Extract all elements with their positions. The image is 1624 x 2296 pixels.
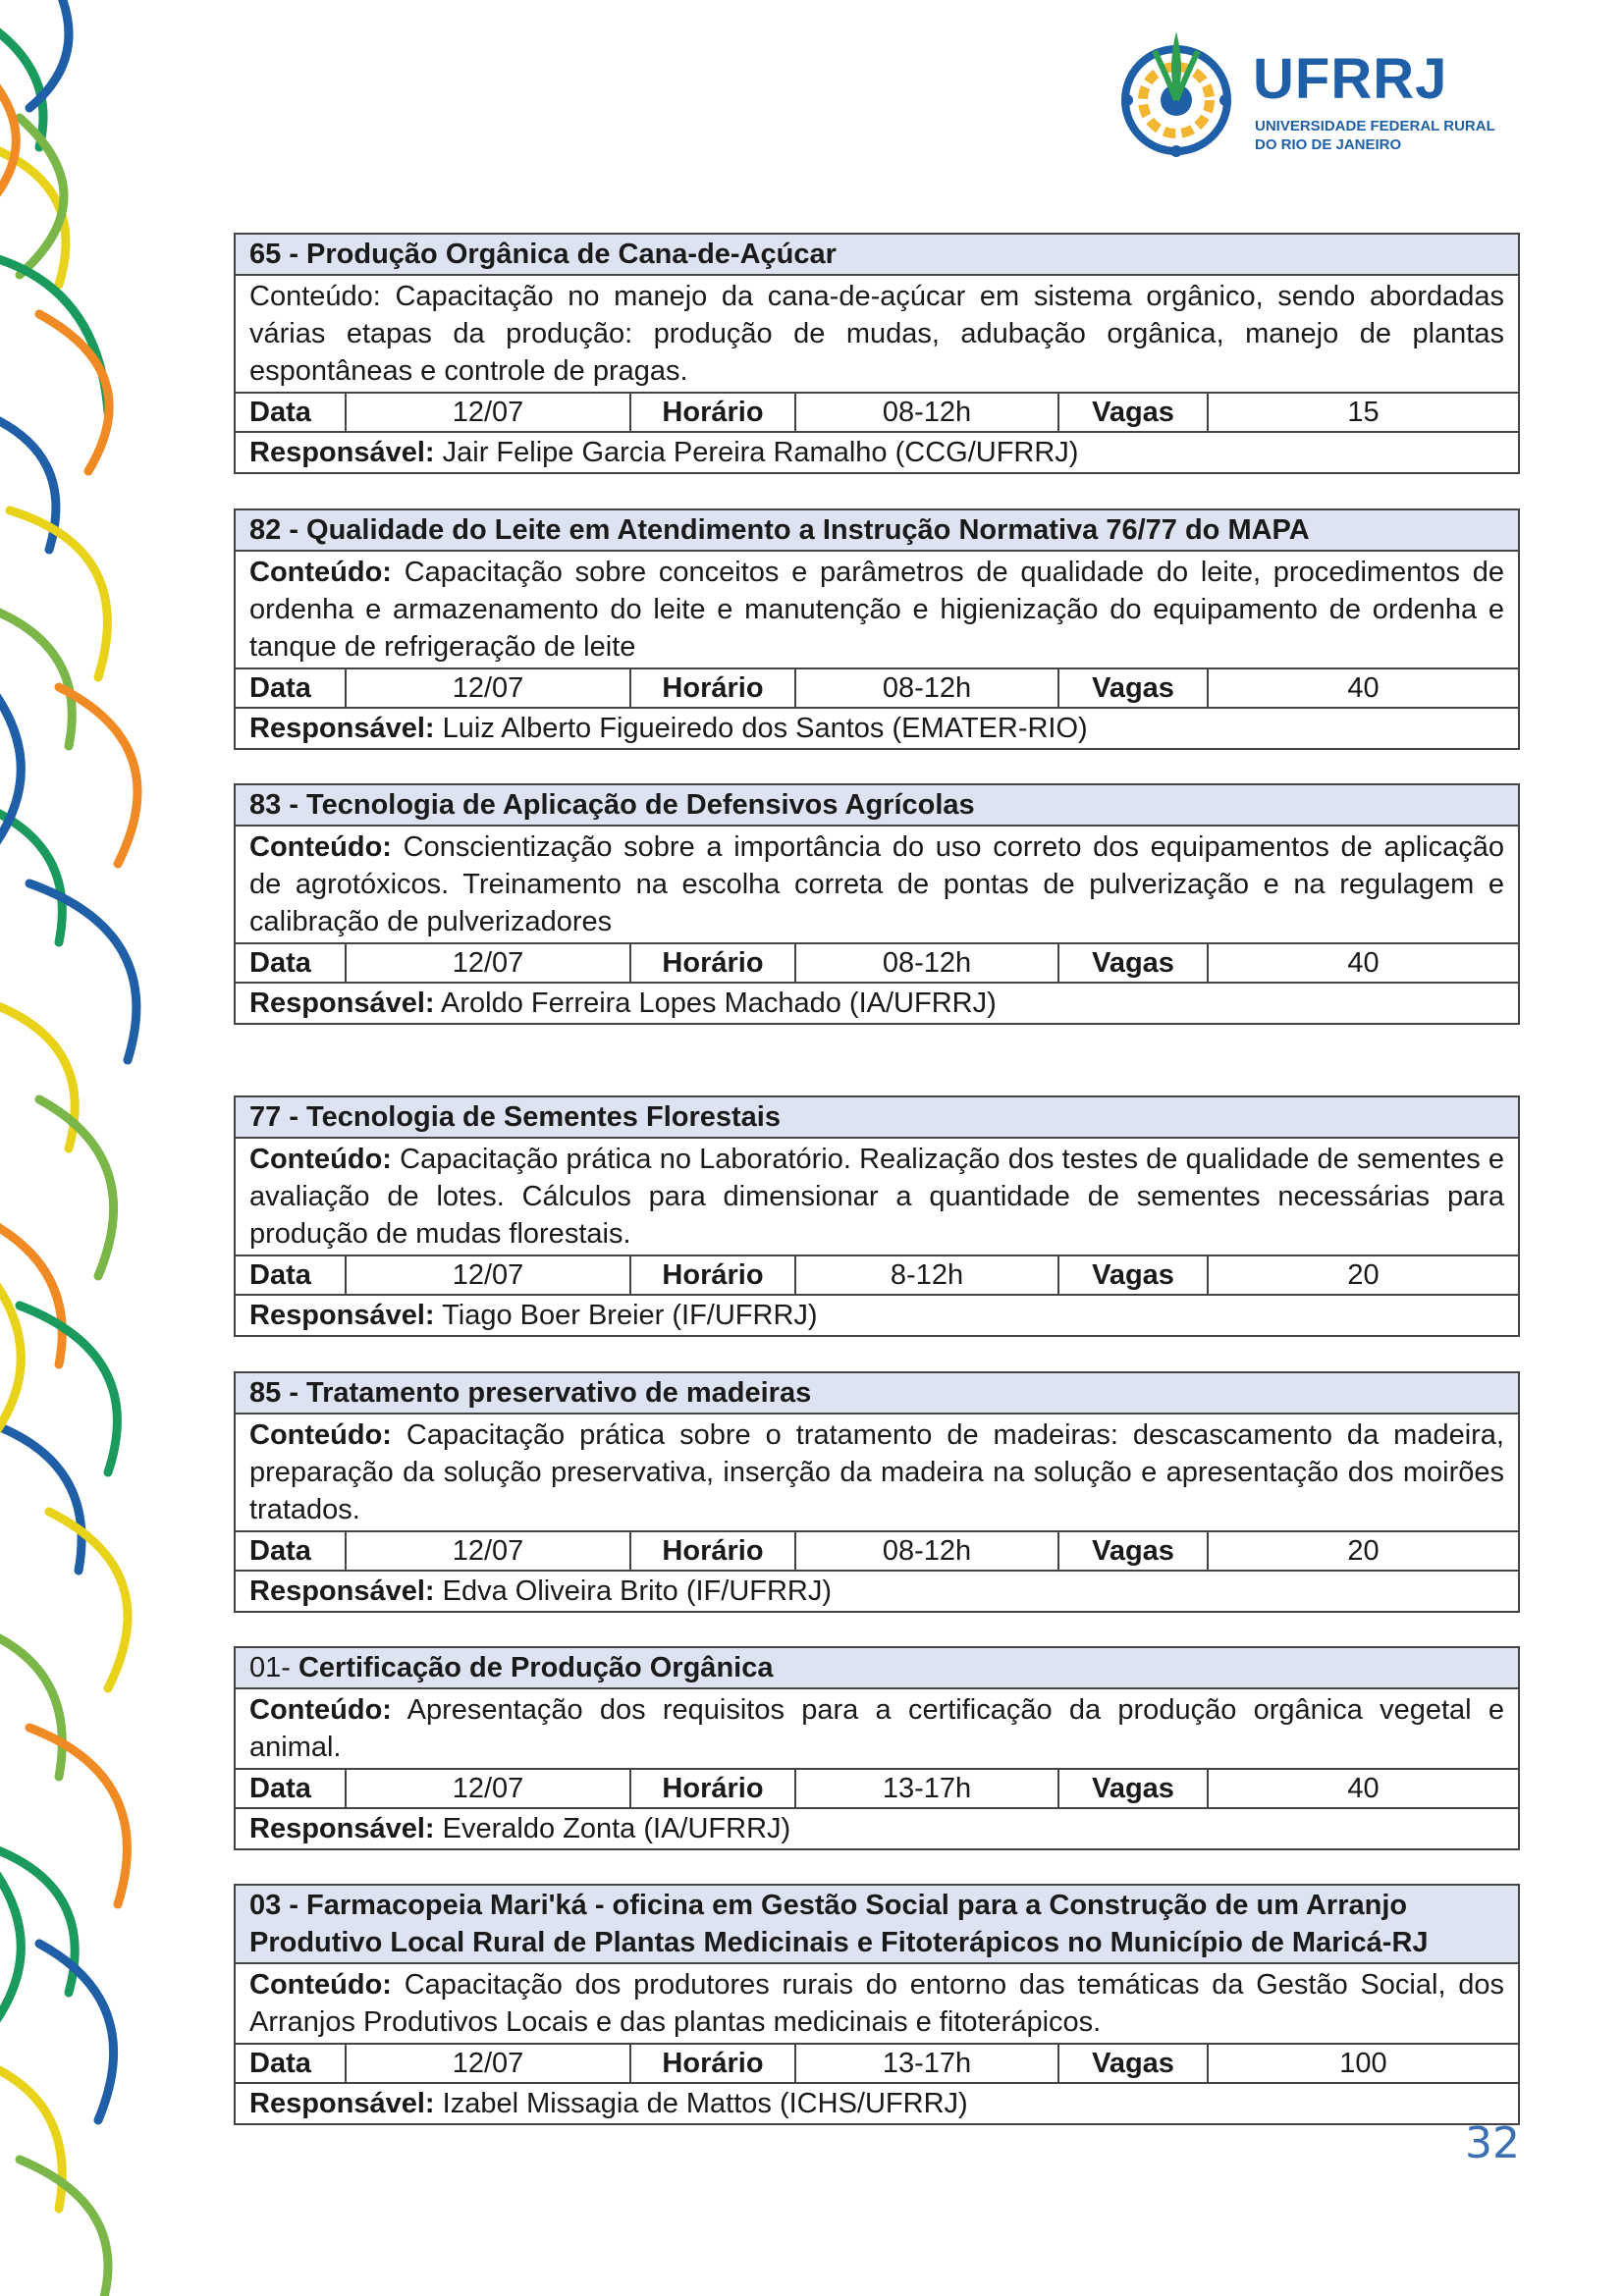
slots-label: Vagas [1058, 1769, 1208, 1808]
slots-value: 40 [1208, 943, 1519, 983]
responsible: Responsável: Izabel Missagia de Mattos (ICHS/UFRRJ) [235, 2083, 1519, 2124]
content-label: Conteúdo: [249, 557, 392, 588]
slots-label: Vagas [1058, 393, 1208, 432]
time-label: Horário [630, 1531, 795, 1571]
slots-label: Vagas [1058, 2044, 1208, 2083]
course-table [234, 233, 1520, 474]
slots-value: 40 [1208, 668, 1519, 708]
slots-label: Vagas [1058, 1255, 1208, 1295]
responsible: Responsável: Aroldo Ferreira Lopes Machado (IA/UFRRJ) [235, 983, 1519, 1024]
logo-subtitle: UNIVERSIDADE FEDERAL RURAL DO RIO DE JANEIRO [1255, 118, 1495, 153]
time-label: Horário [630, 1769, 795, 1808]
time-label: Horário [630, 1255, 795, 1295]
date-value: 12/07 [346, 668, 630, 708]
course-content: Conteúdo: Apresentação dos requisitos para a certificação da produção orgânica vegetal e animal. [235, 1688, 1519, 1769]
time-value: 8-12h [795, 1255, 1058, 1295]
time-label: Horário [630, 668, 795, 708]
time-value: 08-12h [795, 668, 1058, 708]
responsible: Responsável: Jair Felipe Garcia Pereira Ramalho (CCG/UFRRJ) [235, 432, 1519, 473]
course-title: 01- Certificação de Produção Orgânica [235, 1647, 1519, 1688]
date-label: Data [235, 1255, 346, 1295]
slots-label: Vagas [1058, 943, 1208, 983]
slots-value: 20 [1208, 1255, 1519, 1295]
responsible: Responsável: Edva Oliveira Brito (IF/UFRRJ) [235, 1571, 1519, 1612]
course-title: 83 - Tecnologia de Aplicação de Defensivos Agrícolas [235, 784, 1519, 826]
slots-label: Vagas [1058, 1531, 1208, 1571]
course-content: Conteúdo: Capacitação prática no Laboratório. Realização dos testes de qualidade de sementes e avaliação de lotes. Cálculos para dimensionar a quantidade de sementes necessárias para produção de mudas florestais. [235, 1138, 1519, 1255]
course-title: 03 - Farmacopeia Mari'ká - oficina em Gestão Social para a Construção de um Arranjo Produtivo Local Rural de Plantas Medicinais e Fitoterápicos no Município de Maricá-RJ [235, 1885, 1519, 1963]
content-label: Conteúdo: [249, 1144, 392, 1175]
slots-label: Vagas [1058, 668, 1208, 708]
date-value: 12/07 [346, 2044, 630, 2083]
course-table [234, 508, 1520, 750]
slots-value: 15 [1208, 393, 1519, 432]
course-title: 65 - Produção Orgânica de Cana-de-Açúcar [235, 234, 1519, 275]
course-table [234, 1371, 1520, 1613]
course-table [234, 1884, 1520, 2125]
date-value: 12/07 [346, 1769, 630, 1808]
time-value: 13-17h [795, 1769, 1058, 1808]
date-label: Data [235, 943, 346, 983]
time-value: 08-12h [795, 943, 1058, 983]
date-value: 12/07 [346, 1255, 630, 1295]
decorative-leaf-border [0, 0, 226, 2296]
content-label: Conteúdo: [249, 1419, 392, 1451]
course-title: 77 - Tecnologia de Sementes Florestais [235, 1096, 1519, 1138]
slots-value: 40 [1208, 1769, 1519, 1808]
date-label: Data [235, 1769, 346, 1808]
content-label: Conteúdo: [249, 281, 381, 312]
date-value: 12/07 [346, 1531, 630, 1571]
responsible: Responsável: Tiago Boer Breier (IF/UFRRJ) [235, 1295, 1519, 1336]
ufrrj-emblem-icon [1108, 22, 1245, 169]
course-title: 82 - Qualidade do Leite em Atendimento a Instrução Normativa 76/77 do MAPA [235, 509, 1519, 551]
page-number: 32 [1465, 2118, 1520, 2168]
time-label: Horário [630, 2044, 795, 2083]
course-table [234, 1646, 1520, 1850]
date-label: Data [235, 668, 346, 708]
date-label: Data [235, 1531, 346, 1571]
course-content: Conteúdo: Capacitação sobre conceitos e parâmetros de qualidade do leite, procedimentos de ordenha e armazenamento do leite e manutenção e higienização do equipamento de ordenha e tanque de refrigeração de leite [235, 551, 1519, 668]
content-label: Conteúdo: [249, 1694, 392, 1726]
time-label: Horário [630, 943, 795, 983]
responsible: Responsável: Everaldo Zonta (IA/UFRRJ) [235, 1808, 1519, 1849]
content-label: Conteúdo: [249, 1969, 392, 2001]
time-value: 08-12h [795, 393, 1058, 432]
time-value: 13-17h [795, 2044, 1058, 2083]
content-label: Conteúdo: [249, 831, 392, 863]
course-content: Conteúdo: Capacitação no manejo da cana-de-açúcar em sistema orgânico, sendo abordadas várias etapas da produção: produção de mudas, adubação orgânica, manejo de plantas espontâneas e controle de pragas. [235, 275, 1519, 393]
ufrrj-logo [1108, 22, 1520, 169]
time-label: Horário [630, 393, 795, 432]
course-table [234, 1095, 1520, 1337]
slots-value: 100 [1208, 2044, 1519, 2083]
course-table [234, 783, 1520, 1025]
time-value: 08-12h [795, 1531, 1058, 1571]
slots-value: 20 [1208, 1531, 1519, 1571]
date-label: Data [235, 393, 346, 432]
course-content: Conteúdo: Capacitação dos produtores rurais do entorno das temáticas da Gestão Social, dos Arranjos Produtivos Locais e das plantas medicinais e fitoterápicos. [235, 1963, 1519, 2044]
date-value: 12/07 [346, 943, 630, 983]
logo-name: UFRRJ [1253, 47, 1448, 111]
course-content: Conteúdo: Capacitação prática sobre o tratamento de madeiras: descascamento da madeira, preparação da solução preservativa, inserção da madeira na solução e apresentação dos moirões tratados. [235, 1414, 1519, 1531]
course-content: Conteúdo: Conscientização sobre a importância do uso correto dos equipamentos de aplicação de agrotóxicos. Treinamento na escolha correta de pontas de pulverização e na regulagem e calibração de pulverizadores [235, 826, 1519, 943]
date-label: Data [235, 2044, 346, 2083]
date-value: 12/07 [346, 393, 630, 432]
course-title: 85 - Tratamento preservativo de madeiras [235, 1372, 1519, 1414]
responsible: Responsável: Luiz Alberto Figueiredo dos Santos (EMATER-RIO) [235, 708, 1519, 749]
